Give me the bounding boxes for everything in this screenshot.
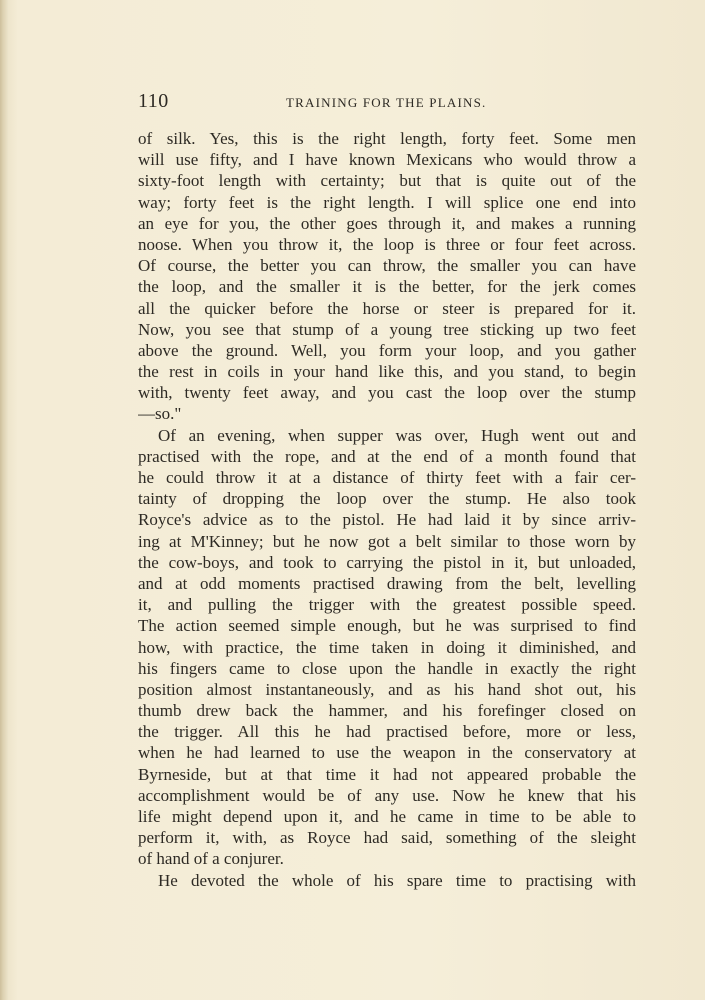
text-line: sixty-foot length with certainty; but that is quite out of the [138, 171, 636, 191]
text-line: way; forty feet is the right length. I will splice one end into [138, 192, 636, 212]
text-line: the trigger. All this he had practised before, more or less, [138, 722, 636, 742]
text-line: of hand of a conjurer. [138, 849, 284, 869]
text-line: Of an evening, when supper was over, Hugh went out and [158, 425, 636, 445]
text-line: life might depend upon it, and he came in time to be able to [138, 807, 636, 826]
body-text [138, 128, 636, 891]
text-line: practised with the rope, and at the end of a month found that [138, 446, 636, 466]
text-line: Now, you see that stump of a young tree sticking up two feet [138, 319, 636, 339]
text-line: his fingers came to close upon the handle in exactly the right [138, 658, 636, 678]
text-line: he could throw it at a distance of thirty feet with a fair cer- [138, 468, 636, 487]
text-line: when he had learned to use the weapon in the conservatory at [138, 743, 636, 763]
text-line: thumb drew back the hammer, and his forefinger closed on [138, 701, 636, 721]
text-line: the loop, and the smaller it is the better, for the jerk comes [138, 277, 636, 297]
text-line: all the quicker before the horse or steer is prepared for it. [138, 298, 636, 318]
text-line: noose. When you throw it, the loop is three or four feet across. [138, 234, 636, 254]
text-line: position almost instantaneously, and as his hand shot out, his [138, 679, 636, 699]
text-line: Of course, the better you can throw, the smaller you can have [138, 256, 636, 276]
text-line: perform it, with, as Royce had said, something of the sleight [138, 828, 636, 848]
text-line: with, twenty feet away, and you cast the loop over the stump [138, 383, 636, 403]
text-line: Royce's advice as to the pistol. He had laid it by since arriv- [138, 510, 636, 530]
text-line: will use fifty, and I have known Mexicans who would throw a [138, 150, 636, 170]
page-header [138, 90, 638, 116]
page-number: 110 [138, 90, 169, 112]
text-line: Byrneside, but at that time it had not appeared probable the [138, 764, 636, 784]
running-head: TRAINING FOR THE PLAINS. [286, 95, 487, 110]
text-line: the cow-boys, and took to carrying the pistol in it, but unloaded, [138, 552, 636, 572]
text-line: accomplishment would be of any use. Now he knew that his [138, 785, 636, 805]
text-line: of silk. Yes, this is the right length, forty feet. Some men [138, 129, 636, 148]
text-line: how, with practice, the time taken in doing it diminished, and [138, 637, 636, 657]
text-line: ing at M'Kinney; but he now got a belt similar to those worn by [138, 531, 636, 551]
text-line: tainty of dropping the loop over the stump. He also took [138, 489, 636, 509]
text-line: the rest in coils in your hand like this, and you stand, to begin [138, 362, 636, 382]
text-line: —so." [138, 404, 182, 424]
text-line: The action seemed simple enough, but he was surprised to find [138, 616, 636, 636]
text-line: an eye for you, the other goes through it, and makes a running [138, 213, 636, 233]
text-line: He devoted the whole of his spare time to practising with [158, 870, 636, 890]
text-line: and at odd moments practised drawing from the belt, levelling [138, 573, 636, 593]
text-line: above the ground. Well, you form your loop, and you gather [138, 340, 636, 360]
text-line: it, and pulling the trigger with the greatest possible speed. [138, 595, 636, 615]
page-spine-edge [0, 0, 8, 1000]
